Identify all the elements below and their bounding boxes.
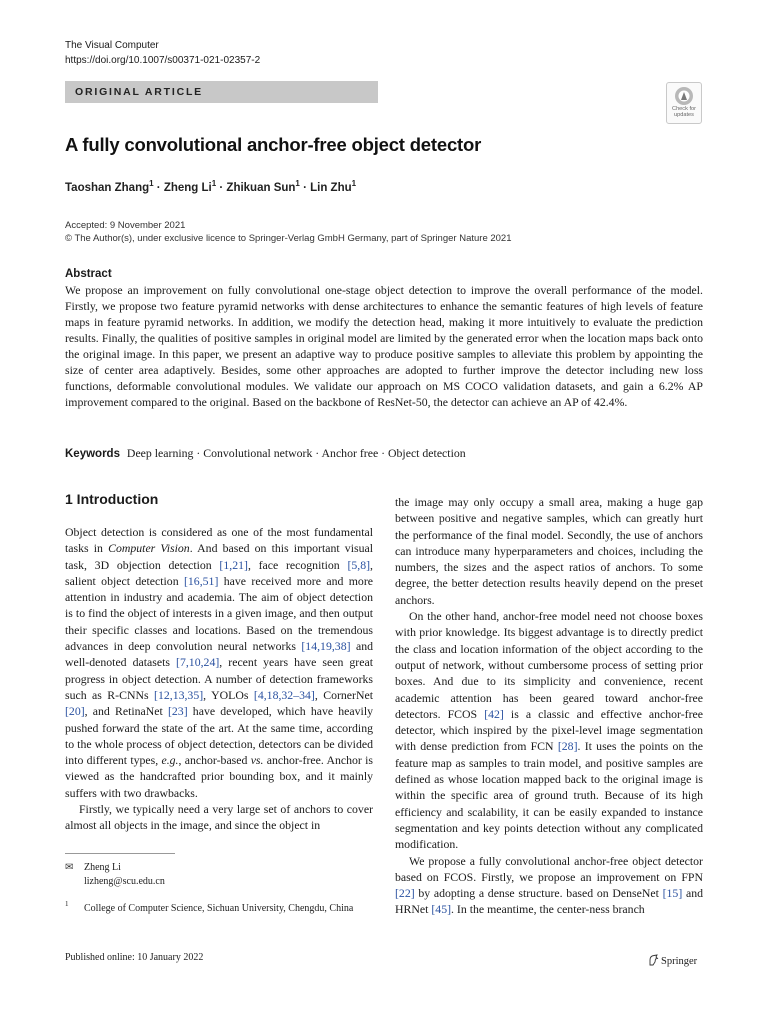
author-affiliation-mark: 1 bbox=[351, 179, 357, 188]
badge-line-2: updates bbox=[674, 112, 694, 118]
corresponding-author-email[interactable]: lizheng@scu.edu.cn bbox=[84, 876, 165, 887]
author-name[interactable]: Lin Zhu bbox=[310, 181, 352, 194]
journal-name: The Visual Computer bbox=[65, 40, 159, 51]
doi-link[interactable]: https://doi.org/10.1007/s00371-021-02357-2 bbox=[65, 55, 261, 66]
article-type-banner: ORIGINAL ARTICLE bbox=[65, 81, 378, 103]
body-column-right bbox=[395, 494, 703, 918]
affiliation-text: College of Computer Science, Sichuan University, Chengdu, China bbox=[84, 903, 354, 914]
author-affiliation-mark: 1 bbox=[149, 179, 154, 188]
keywords-label: Keywords bbox=[65, 448, 120, 460]
paragraph: On the other hand, anchor-free model need not choose boxes with prior knowledge. Its biggest advantage is to directly predict the class and location information of the object according to the output of network, without cumbersome process of setting prior boxes. And due to its simplicity and convenience, recent academic attention has been geared toward anchor-free detectors. FCOS [42] is a classic and effective anchor-free detector, which inspired by the pixel-level image segmentation with dense prediction from FCN [28]. It uses the points on the feature map as samples to train model, and positive samples are defined as whose location mapped back to the original image is within the specific area of ground truth. Because of its high efficiency and scalability, it can be easily expanded to instance segmentation and key points detection without any complicated modification. bbox=[395, 609, 704, 852]
paper-title: A fully convolutional anchor-free object detector bbox=[65, 134, 482, 155]
footnote-divider bbox=[65, 853, 175, 854]
author-list: Taoshan Zhang$^1$ · Zheng $Li^1$ · Zhikuan Sun$^1$ · Lin Zhu$^1$ bbox=[65, 179, 357, 194]
body-column-left bbox=[65, 524, 373, 834]
envelope-icon: ✉ bbox=[65, 862, 74, 873]
publisher-name: Springer bbox=[661, 956, 698, 967]
check-updates-icon bbox=[674, 86, 694, 106]
author-name[interactable]: Zhikuan Sun bbox=[226, 181, 296, 194]
paragraph: the image may only occupy a small area, making a huge gap between positive and negative samples, which can greatly hurt the performance of the final model. Secondly, the use of anchors can introduce many hyperparameters and choices, including the numbers, the sizes and the aspect ratios of anchors. To some degree, the better detection results heavily depend on the preset anchors. bbox=[395, 495, 703, 607]
paragraph: Firstly, we typically need a very large set of anchors to cover almost all objects in the image, and since the object in bbox=[65, 802, 373, 833]
paragraph: We propose a fully convolutional anchor-free object detector based on FCOS. Firstly, we propose an improvement on FPN [22] by adopting a dense structure. based on DenseNet [15] and HRNet [45]. In the meantime, the center-ness branch bbox=[395, 853, 703, 917]
author-name[interactable]: Taoshan Zhang bbox=[65, 181, 150, 194]
keywords-line bbox=[65, 446, 703, 461]
published-date: Published online: 10 January 2022 bbox=[65, 952, 204, 963]
publisher-logo bbox=[648, 951, 697, 969]
springer-horse-icon bbox=[648, 954, 659, 966]
accepted-date: Accepted: 9 November 2021 bbox=[65, 220, 186, 231]
badge-line-1: Check for bbox=[672, 106, 696, 112]
check-for-updates-badge[interactable] bbox=[666, 82, 702, 124]
affiliation-number: 1 bbox=[65, 900, 69, 908]
author-affiliation-mark: 1 bbox=[211, 179, 217, 188]
copyright-notice: © The Author(s), under exclusive licence to Springer-Verlag GmbH Germany, part of Springer Nature 2021 bbox=[65, 233, 512, 244]
paragraph: Object detection is considered as one of the most fundamental tasks in Computer Vision. And based on this important visual task, 3D objection detection [1,21], face recognition [5,8], salient object detection [16,51] have received more and more attention in industry and academia. The aim of object detection is to find the object of interests in a given image, and then output their specific classes and locations. Based on the tremendous advances in deep convolution neural networks [14,19,38] and well-denoted datasets [7,10,24], recent years have seen great progress in object detection. A number of detection frameworks such as R-CNNs [12,13,35], YOLOs [4,18,32–34], CornerNet [20], and RetinaNet [23] have developed, which have heavily pushed forward the state of the art. At the same time, according to the whole process of object detection, detectors can be divided into different types, e.g., anchor-based vs. anchor-free. Anchor is viewed as the handcrafted prior bounding box, and it mainly suffers with two drawbacks. bbox=[65, 525, 374, 800]
author-affiliation-mark: 1 bbox=[295, 179, 300, 188]
section-heading: 1 Introduction bbox=[65, 491, 159, 507]
corresponding-author-name: Zheng Li bbox=[84, 862, 121, 873]
abstract-text: We propose an improvement on fully convolutional one-stage object detection to improve the overall performance of the model. Firstly, we propose two feature pyramid networks with dense architectures to enhance the semantic features of high levels of feature maps in feature pyramid networks. In addition, we modify the detection head, making it more intuitively to evaluate the prediction results. Finally, the qualities of positive samples in original model are limited by the generated error when the location maps back onto the original image. In this paper, we present an adaptive way to produce positive samples to alleviate this problem by appointing the size of center area adaptively. Besides, some other approaches are adopted to further improve the detector including new loss functions, deformable convolutional modules. We validate our approach on MS COCO validation datasets, and gain a 6.2% AP improvement compared to the original. Based on the backbone of ResNet-50, the detector can achieve an AP of 42.4%. bbox=[65, 283, 703, 409]
keywords-text: Deep learning · Convolutional network · Anchor free · Object detection bbox=[126, 446, 466, 460]
abstract-heading: Abstract bbox=[65, 268, 112, 280]
author-name[interactable]: Zheng Li bbox=[163, 181, 212, 194]
